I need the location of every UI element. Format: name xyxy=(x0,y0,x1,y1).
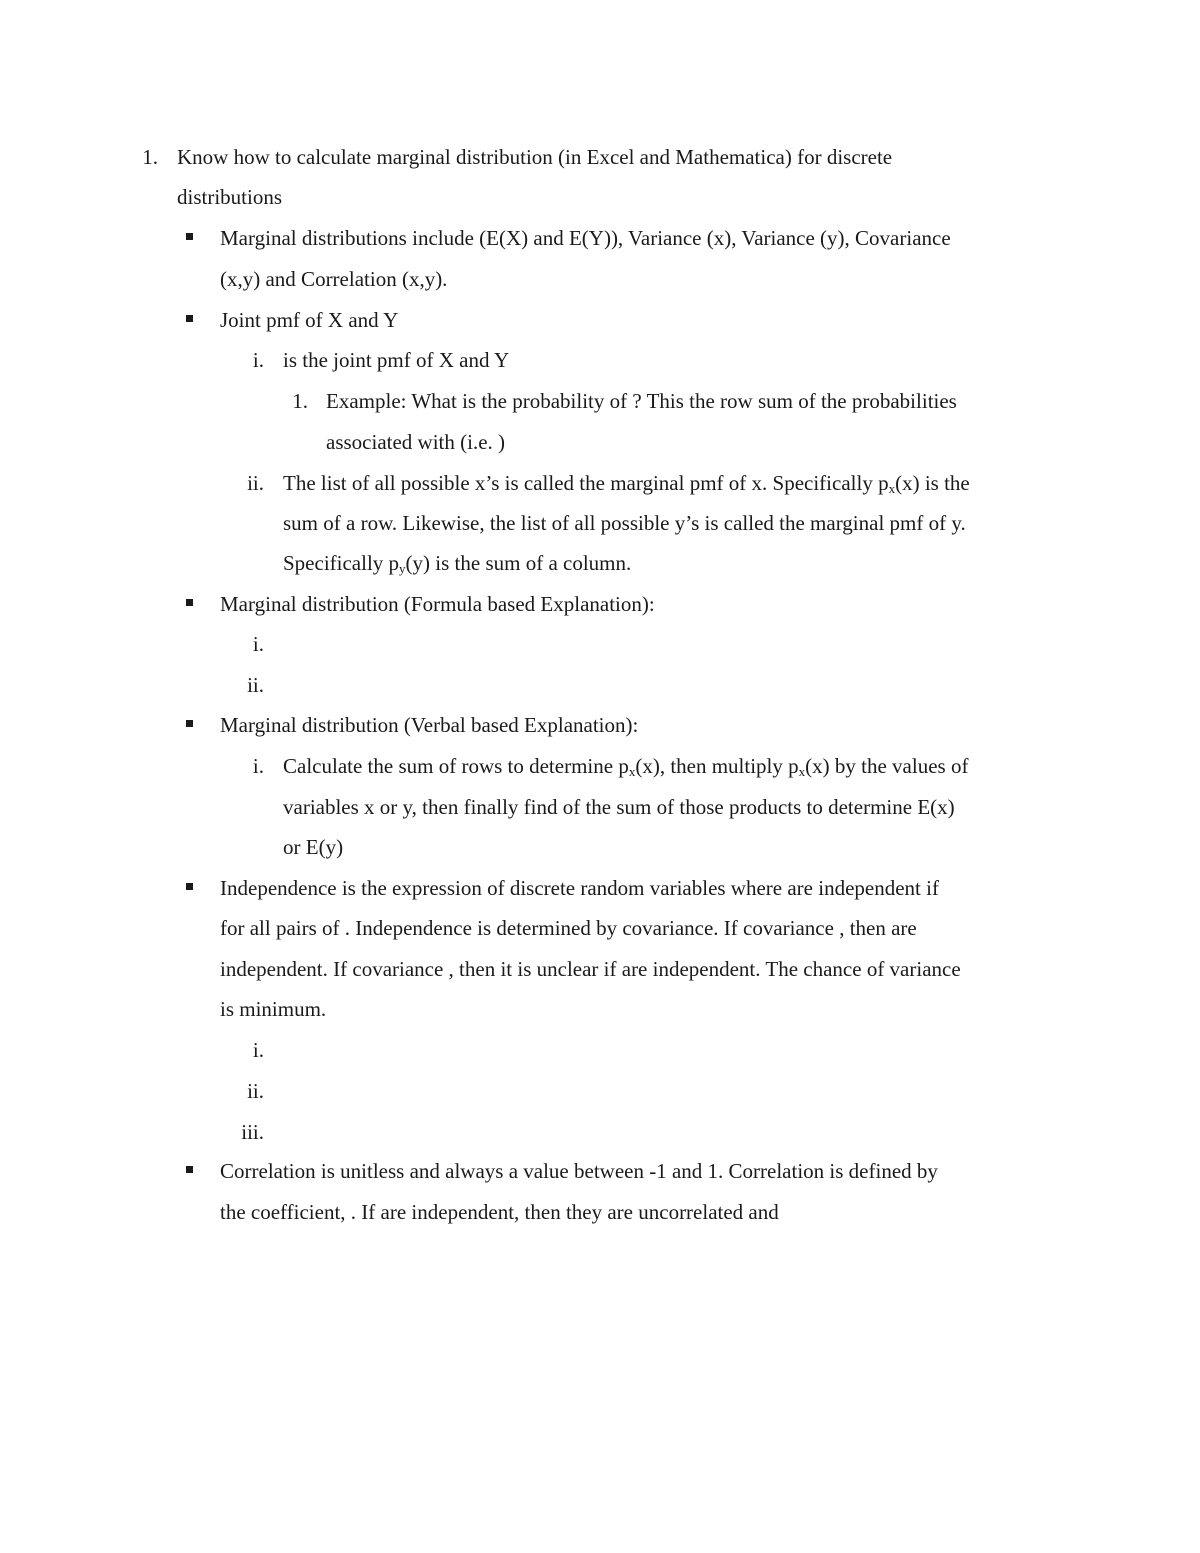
example-line1: Example: What is the probability of ? This the row sum of the probabilities xyxy=(326,389,957,413)
joint-pmf-label: Joint pmf of X and Y xyxy=(220,308,399,332)
marginal-include-line1: Marginal distributions include (E(X) and E(Y)), Variance (x), Variance (y), Covariance xyxy=(220,226,951,250)
bullet-icon xyxy=(186,1166,193,1173)
marginal-pmf-line2: sum of a row. Likewise, the list of all possible y’s is called the marginal pmf of y. xyxy=(283,511,966,535)
roman-marker-i: i. xyxy=(252,348,264,372)
verbal-line3: or E(y) xyxy=(283,835,344,859)
subscript-x: x xyxy=(628,764,636,779)
subscript-x: x xyxy=(888,481,896,496)
roman-marker-i: i. xyxy=(252,754,264,778)
example-line2: associated with (i.e. ) xyxy=(326,430,506,454)
independence-line3: independent. If covariance , then it is unclear if are independent. The chance of variance xyxy=(220,957,961,981)
marginal-pmf-line3-text: Specifically p xyxy=(283,551,400,575)
independence-line1: Independence is the expression of discrete random variables where are independent if xyxy=(220,876,939,900)
marginal-include-line2: (x,y) and Correlation (x,y). xyxy=(220,267,448,291)
roman-marker-ii: ii. xyxy=(247,673,264,697)
arabic-marker-1: 1. xyxy=(292,389,308,413)
bullet-icon xyxy=(186,599,193,606)
bullet-icon xyxy=(186,883,193,890)
subscript-x: x xyxy=(798,764,806,779)
correlation-line2: the coefficient, . If are independent, then they are uncorrelated and xyxy=(220,1200,779,1224)
independence-line4: is minimum. xyxy=(220,997,327,1021)
subscript-y: y xyxy=(399,561,406,576)
independence-line2: for all pairs of . Independence is determined by covariance. If covariance , then are xyxy=(220,916,917,940)
marginal-pmf-line3-tail: (y) is the sum of a column. xyxy=(405,551,632,575)
bullet-icon xyxy=(186,720,193,727)
item1-line2: distributions xyxy=(177,185,283,209)
roman-marker-ii: ii. xyxy=(247,471,264,495)
formula-label: Marginal distribution (Formula based Explanation): xyxy=(220,592,655,616)
marginal-pmf-line1-tail: (x) is the xyxy=(895,471,970,495)
list-number-1: 1. xyxy=(142,145,158,169)
verbal-line2: variables x or y, then finally find of the sum of those products to determine E(x) xyxy=(283,795,955,819)
item1-line1: Know how to calculate marginal distribution (in Excel and Mathematica) for discrete xyxy=(177,145,893,169)
bullet-icon xyxy=(186,233,193,240)
roman-marker-i: i. xyxy=(252,632,264,656)
verbal-line1-a: Calculate the sum of rows to determine p xyxy=(283,754,629,778)
roman-marker-i: i. xyxy=(252,1038,264,1062)
verbal-line1-c: (x) by the values of xyxy=(805,754,969,778)
marginal-pmf-line1-text: The list of all possible x’s is called the marginal pmf of x. Specifically p xyxy=(283,471,889,495)
roman-marker-ii: ii. xyxy=(247,1079,264,1103)
verbal-line1 xyxy=(283,754,968,778)
correlation-line1: Correlation is unitless and always a value between -1 and 1. Correlation is defined by xyxy=(220,1159,938,1183)
marginal-pmf-line1 xyxy=(283,471,970,495)
roman-marker-iii: iii. xyxy=(241,1120,264,1144)
verbal-line1-b: (x), then multiply p xyxy=(635,754,799,778)
bullet-icon xyxy=(186,315,193,322)
marginal-pmf-line3 xyxy=(283,551,631,575)
joint-pmf-sub-i-text: is the joint pmf of X and Y xyxy=(283,348,510,372)
verbal-label: Marginal distribution (Verbal based Explanation): xyxy=(220,713,639,737)
